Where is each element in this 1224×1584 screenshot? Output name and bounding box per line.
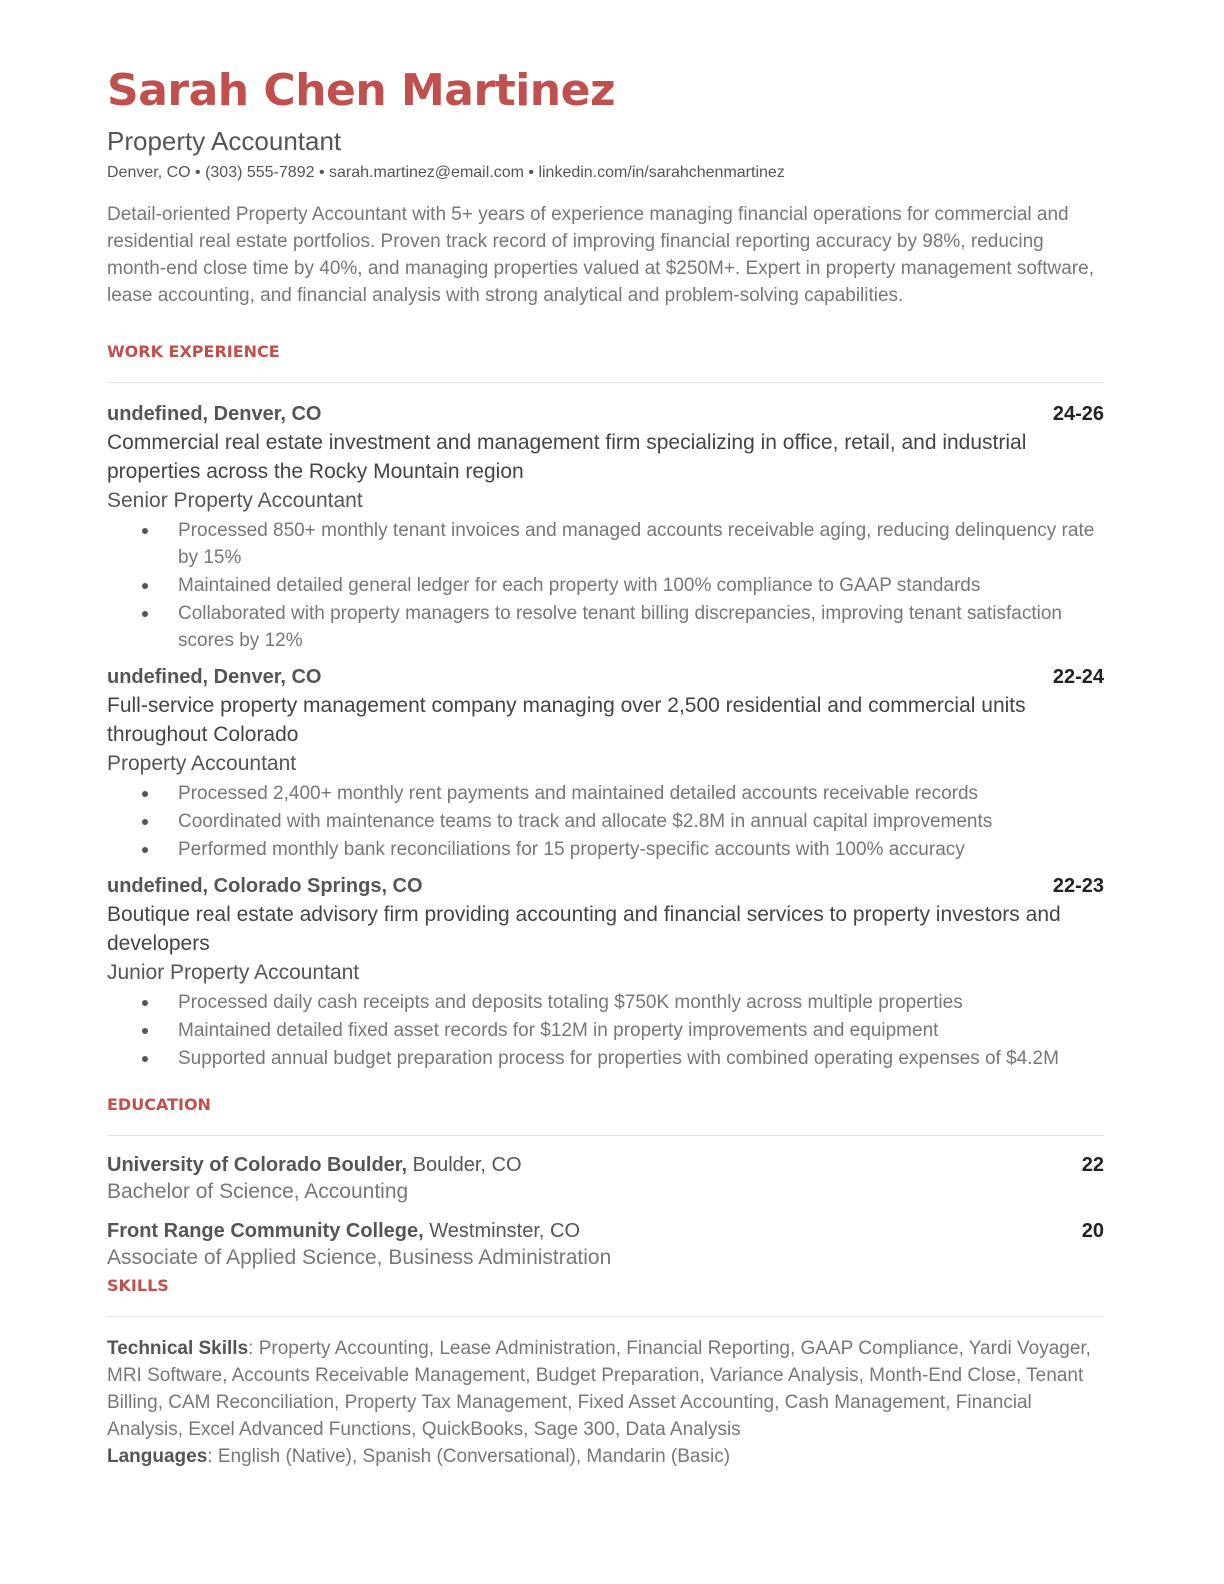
technical-skills-label: Technical Skills: [107, 1338, 249, 1359]
job-heading: undefined, Colorado Springs, CO: [107, 875, 423, 897]
job-title: Junior Property Accountant: [107, 961, 360, 984]
bullet-item: [142, 517, 1104, 571]
bullet-icon: [142, 1056, 148, 1062]
candidate-headline: Property Accountant: [107, 126, 342, 156]
bullet-item: [142, 600, 1104, 654]
education-entry: [107, 1154, 1104, 1207]
education-location: Westminster, CO: [423, 1220, 581, 1242]
job-description: Full-service property management company managing over 2,500 residential and commercial units throughout Colorado: [107, 694, 1026, 746]
languages: [107, 1443, 1104, 1470]
education-location: Boulder, CO: [407, 1154, 522, 1176]
bullet-icon: [142, 1000, 148, 1006]
section-title-work: WORK EXPERIENCE: [107, 342, 280, 361]
bullet-icon: [142, 1028, 148, 1034]
bullet-item: [142, 1017, 1104, 1044]
job-title: Property Accountant: [107, 752, 297, 775]
bullet-icon: [142, 819, 148, 825]
bullet-text: Supported annual budget preparation process for properties with combined operating expenses of $4.2M: [178, 1048, 1059, 1069]
summary-paragraph: Detail-oriented Property Accountant with 5+ years of experience managing financial operations for commercial and residential real estate portfolios. Proven track record of improving financial reporting accuracy by 98%, reducing month-end close time by 40%, and managing properties valued at $250M+. Expert in property management software, lease accounting, and financial analysis with strong analytical and problem-solving capabilities.: [107, 204, 1094, 306]
section-divider: [107, 1316, 1104, 1317]
section-title-education: EDUCATION: [107, 1095, 211, 1114]
section-divider: [107, 382, 1104, 383]
section-divider: [107, 1135, 1104, 1136]
bullet-icon: [142, 791, 148, 797]
job-entry: [107, 873, 1104, 1072]
job-entry: [107, 664, 1104, 863]
contact-line: Denver, CO • (303) 555-7892 • sarah.martinez@email.com • linkedin.com/in/sarahchenmartinez: [107, 164, 785, 181]
education-entry: [107, 1220, 1104, 1273]
bullet-text: Processed 850+ monthly tenant invoices and managed accounts receivable aging, reducing delinquency rate by 15%: [178, 520, 1095, 568]
bullet-icon: [142, 847, 148, 853]
resume-page: [107, 60, 1104, 1470]
candidate-name: Sarah Chen Martinez: [107, 65, 616, 116]
bullet-item: [142, 989, 1104, 1016]
education-year: 22: [1081, 1154, 1104, 1176]
bullet-item: [142, 808, 1104, 835]
bullet-icon: [142, 583, 148, 589]
job-entry: [107, 401, 1104, 654]
job-dates: 24-26: [1052, 403, 1104, 425]
bullet-item: [142, 836, 1104, 863]
job-title: Senior Property Accountant: [107, 489, 363, 512]
languages-value: : English (Native), Spanish (Conversational), Mandarin (Basic): [207, 1446, 731, 1467]
skills-block: [107, 1335, 1104, 1470]
job-bullets: [142, 780, 1104, 863]
education-degree: Bachelor of Science, Accounting: [107, 1180, 409, 1203]
job-heading: undefined, Denver, CO: [107, 403, 322, 425]
bullet-text: Maintained detailed fixed asset records for $12M in property improvements and equipment: [178, 1020, 939, 1041]
bullet-text: Processed daily cash receipts and deposits totaling $750K monthly across multiple properties: [178, 992, 963, 1013]
bullet-text: Processed 2,400+ monthly rent payments and maintained detailed accounts receivable records: [178, 783, 979, 804]
job-dates: 22-24: [1052, 666, 1104, 688]
bullet-text: Maintained detailed general ledger for each property with 100% compliance to GAAP standards: [178, 575, 981, 596]
bullet-item: [142, 572, 1104, 599]
education-year: 20: [1081, 1220, 1104, 1242]
job-bullets: [142, 989, 1104, 1072]
bullet-text: Coordinated with maintenance teams to track and allocate $2.8M in annual capital improvements: [178, 811, 993, 832]
job-dates: 22-23: [1052, 875, 1104, 897]
job-description: Boutique real estate advisory firm providing accounting and financial services to property investors and developers: [107, 903, 1061, 955]
job-bullets: [142, 517, 1104, 654]
bullet-text: Performed monthly bank reconciliations for 15 property-specific accounts with 100% accuracy: [178, 839, 965, 860]
bullet-item: [142, 780, 1104, 807]
education-degree: Associate of Applied Science, Business Administration: [107, 1246, 612, 1269]
job-description: Commercial real estate investment and management firm specializing in office, retail, and industrial properties across the Rocky Mountain region: [107, 431, 1027, 483]
bullet-item: [142, 1045, 1104, 1072]
job-heading: undefined, Denver, CO: [107, 666, 322, 688]
bullet-icon: [142, 611, 148, 617]
education-school: University of Colorado Boulder,: [107, 1154, 408, 1176]
technical-skills-value: : Property Accounting, Lease Administration, Financial Reporting, GAAP Compliance, Yardi Voyager, MRI Software, Accounts Receivable Management, Budget Preparation, Variance Analysis, Month-End Close, Tenant Billing, CAM Reconciliation, Property Tax Management, Fixed Asset Accounting, Cash Management, Financial Analysis, Excel Advanced Functions, QuickBooks, Sage 300, Data Analysis: [107, 1338, 1091, 1440]
languages-label: Languages: [107, 1446, 208, 1467]
technical-skills: [107, 1335, 1104, 1443]
bullet-icon: [142, 528, 148, 534]
bullet-text: Collaborated with property managers to resolve tenant billing discrepancies, improving tenant satisfaction scores by 12%: [178, 603, 1062, 651]
section-title-skills: SKILLS: [107, 1276, 169, 1295]
education-school: Front Range Community College,: [107, 1220, 424, 1242]
